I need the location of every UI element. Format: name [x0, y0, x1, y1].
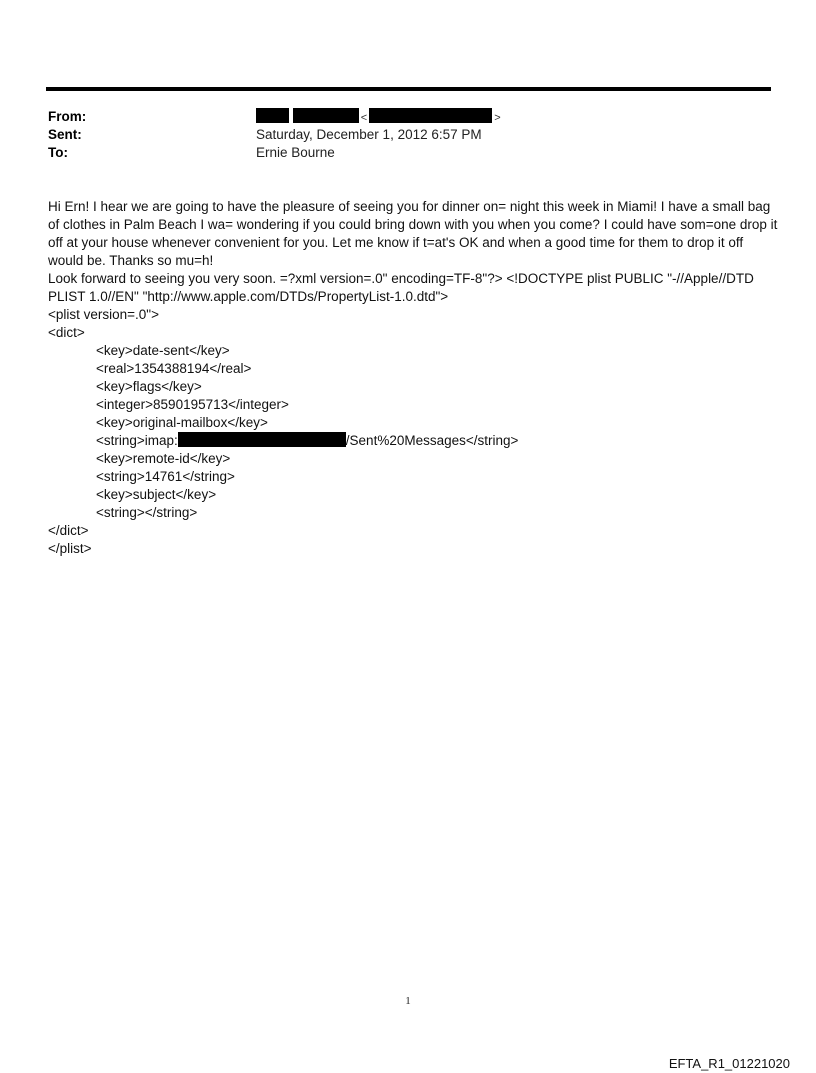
body-line: <key>subject</key>: [96, 487, 217, 502]
message-paragraph: Hi Ern! I hear we are going to have the pleasure of seeing you for dinner on= night this week in Miami! I have a small bag of clothes in Palm Beach I wa= wondering if you could bring down with you when you come? I could have som=one drop it off at your house whenever convenient for you. Let me know if t=at's OK and when a good time for them to drop it off would be. Thanks so mu=h!: [48, 199, 778, 268]
redaction-box: [178, 432, 346, 447]
to-row: [48, 144, 768, 162]
body-line: <key>flags</key>: [96, 379, 202, 394]
body-line: <string>14761</string>: [96, 469, 235, 484]
body-line: <key>date-sent</key>: [96, 343, 230, 358]
body-line: <real>1354388194</real>: [96, 361, 252, 376]
email-header: [48, 108, 768, 162]
body-line: <dict>: [48, 325, 85, 340]
body-line: </plist>: [48, 541, 92, 556]
redaction-box: [293, 108, 359, 123]
from-value: [256, 108, 503, 127]
from-open-bracket: <: [360, 112, 368, 124]
body-line: <string></string>: [96, 505, 198, 520]
sent-value: Saturday, December 1, 2012 6:57 PM: [256, 127, 482, 142]
body-line: </dict>: [48, 523, 89, 538]
page-number: 1: [405, 995, 411, 1007]
imap-prefix: <string>imap:: [96, 433, 178, 448]
body-line-imap: [48, 432, 778, 450]
imap-suffix: /Sent%20Messages</string>: [345, 433, 519, 448]
redaction-box: [369, 108, 492, 123]
from-close-bracket: >: [494, 112, 501, 124]
from-row: [48, 108, 768, 126]
body-line: <plist version=.0">: [48, 307, 159, 322]
body-line: <key>original-mailbox</key>: [96, 415, 268, 430]
top-rule: [46, 87, 771, 91]
bates-number: EFTA_R1_01221020: [668, 1056, 790, 1071]
redaction-box: [256, 108, 289, 123]
from-label: From:: [48, 109, 87, 124]
sent-row: [48, 126, 768, 144]
body-line: Look forward to seeing you very soon. =?xml version=.0" encoding=TF-8"?> <!DOCTYPE plist PUBLIC "-//Apple//DTD: [48, 271, 754, 286]
to-label: To:: [48, 145, 68, 160]
sent-label: Sent:: [48, 127, 82, 142]
body-line: <integer>8590195713</integer>: [96, 397, 289, 412]
body-line: <key>remote-id</key>: [96, 451, 231, 466]
body-line: PLIST 1.0//EN" "http://www.apple.com/DTDs/PropertyList-1.0.dtd">: [48, 289, 449, 304]
email-body: [48, 198, 778, 558]
to-value: Ernie Bourne: [256, 145, 335, 160]
